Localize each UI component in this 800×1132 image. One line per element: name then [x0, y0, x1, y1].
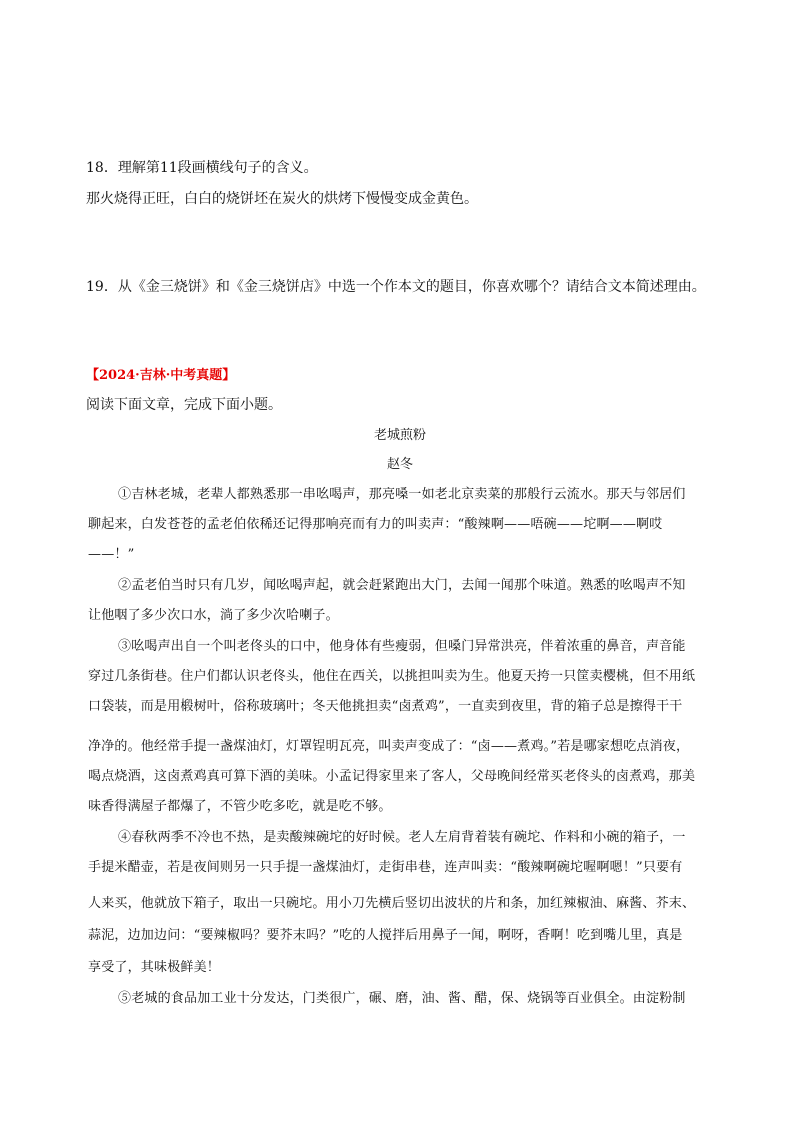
article-title: 老城煎粉 — [373, 428, 426, 443]
article-line: 手提米醋壶，若是夜间则另一只手提一盏煤油灯，走街串巷，连声叫卖：“酸辣啊碗坨喔啊嗯！”只要有 — [88, 860, 683, 875]
article-line: 口袋装，而是用椴树叶，俗称玻璃叶；冬天他挑担卖“卤煮鸡”，一直卖到夜里，背的箱子总是擦得干干 — [88, 699, 683, 714]
article-line: ——！” — [88, 547, 135, 562]
article-line: 净净的。他经常手提一盏煤油灯，灯罩锃明瓦亮，叫卖声变成了：“卤——煮鸡。”若是哪家想吃点消夜， — [88, 739, 690, 754]
question-18-sentence: 那火烧得正旺，白白的烧饼坯在炭火的烘烤下慢慢变成金黄色。 — [86, 191, 478, 207]
article-line: 让他咽了多少次口水，淌了多少次哈喇子。 — [88, 608, 339, 623]
article-line: ①吉林老城，老辈人都熟悉那一串吆喝声，那亮嗓一如老北京卖菜的那般行云流水。那天与邻居们 — [118, 487, 686, 502]
article-line: 享受了，其味极鲜美！ — [88, 960, 221, 975]
article-line: ④春秋两季不冷也不热，是卖酸辣碗坨的好时候。老人左肩背着装有碗坨、作料和小碗的箱子，一 — [118, 830, 686, 845]
article-line: 蒜泥，边加边问：“要辣椒吗？要芥末吗？”吃的人搅拌后用鼻子一闻，啊呀，香啊！吃到嘴儿里，真是 — [88, 928, 683, 943]
article-line: 味香得满屋子都爆了，不管少吃多吃，就是吃不够。 — [88, 799, 392, 814]
article-line: 人来买，他就放下箱子，取出一只碗坨。用小刀先横后竖切出波状的片和条，加红辣椒油、麻酱、芥末、 — [88, 896, 696, 911]
question-19-title: 19．从《金三烧饼》和《金三烧饼店》中选一个作本文的题目，你喜欢哪个？请结合文本简述理由。 — [86, 279, 706, 295]
reading-instruction: 阅读下面文章，完成下面小题。 — [86, 397, 282, 413]
question-18-title: 18．理解第11段画横线句子的含义。 — [86, 160, 318, 176]
article-line: ②孟老伯当时只有几岁，闻吆喝声起，就会赶紧跑出大门，去闻一闻那个味道。熟悉的吆喝声不知 — [118, 578, 686, 593]
article-line: 穿过几条街巷。住户们都认识老佟头，他住在西关，以挑担叫卖为生。他夏天挎一只筐卖樱桃，但不用纸 — [88, 669, 696, 684]
article-line: 喝点烧酒，这卤煮鸡真可算下酒的美味。小孟记得家里来了客人，父母晚间经常买老佟头的卤煮鸡，那美 — [88, 769, 696, 784]
article-line: 聊起来，白发苍苍的孟老伯依稀还记得那响亮而有力的叫卖声：“酸辣啊——唔碗——坨啊——啊哎 — [88, 517, 663, 532]
source-tag: 【2024·吉林·中考真题】 — [86, 368, 236, 383]
article-author: 赵冬 — [386, 457, 413, 472]
article-line: ③吆喝声出自一个叫老佟头的口中，他身体有些瘦弱，但嗓门异常洪亮，伴着浓重的鼻音，声音能 — [118, 639, 686, 654]
article-line: ⑤老城的食品加工业十分发达，门类很广，碾、磨，油、酱、醋，保、烧锅等百业俱全。由淀粉制 — [118, 991, 686, 1006]
